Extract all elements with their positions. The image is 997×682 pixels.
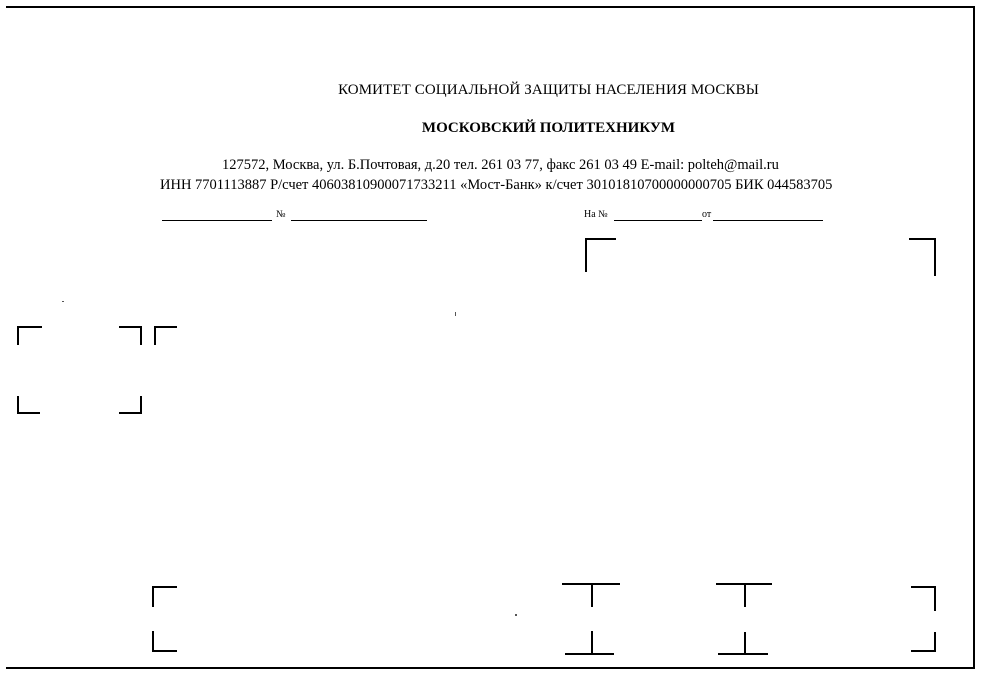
committee-name: КОМИТЕТ СОЦИАЛЬНОЙ ЗАЩИТЫ НАСЕЛЕНИЯ МОСКВЫ [338, 82, 759, 98]
stamp-bottom-left-corner [18, 396, 40, 413]
text-start-corner [155, 327, 177, 345]
signature-top-right-corner [911, 587, 935, 611]
stamp-bottom-right-corner [119, 396, 141, 413]
marker-2-bottom [718, 632, 768, 654]
date-from-label: от [702, 209, 712, 220]
bank-details-line: ИНН 7701113887 Р/счет 40603810900071733211 «Мост-Банк» к/счет 30101810700000000705 БИК 044583705 [160, 177, 833, 193]
scan-speck [515, 614, 517, 616]
addressee-top-right-corner [909, 239, 935, 276]
addressee-top-left-corner [586, 239, 616, 272]
signature-bottom-left-corner [153, 631, 177, 651]
scan-speck [455, 312, 456, 316]
scan-speck [62, 301, 64, 302]
reply-to-label: На № [584, 209, 608, 220]
address-line: 127572, Москва, ул. Б.Почтовая, д.20 тел. 261 03 77, факс 261 03 49 E-mail: polteh@mail.ru [222, 157, 779, 173]
marker-1-bottom [565, 631, 614, 654]
stamp-top-right-corner [119, 327, 141, 345]
signature-bottom-right-corner [911, 632, 935, 651]
marker-2-top [716, 584, 772, 607]
stamp-top-left-corner [18, 327, 42, 345]
marker-1-top [562, 584, 620, 607]
institution-name: МОСКОВСКИЙ ПОЛИТЕХНИКУМ [421, 120, 676, 136]
signature-top-left-corner [153, 587, 177, 607]
outgoing-number-sign: № [276, 209, 286, 220]
